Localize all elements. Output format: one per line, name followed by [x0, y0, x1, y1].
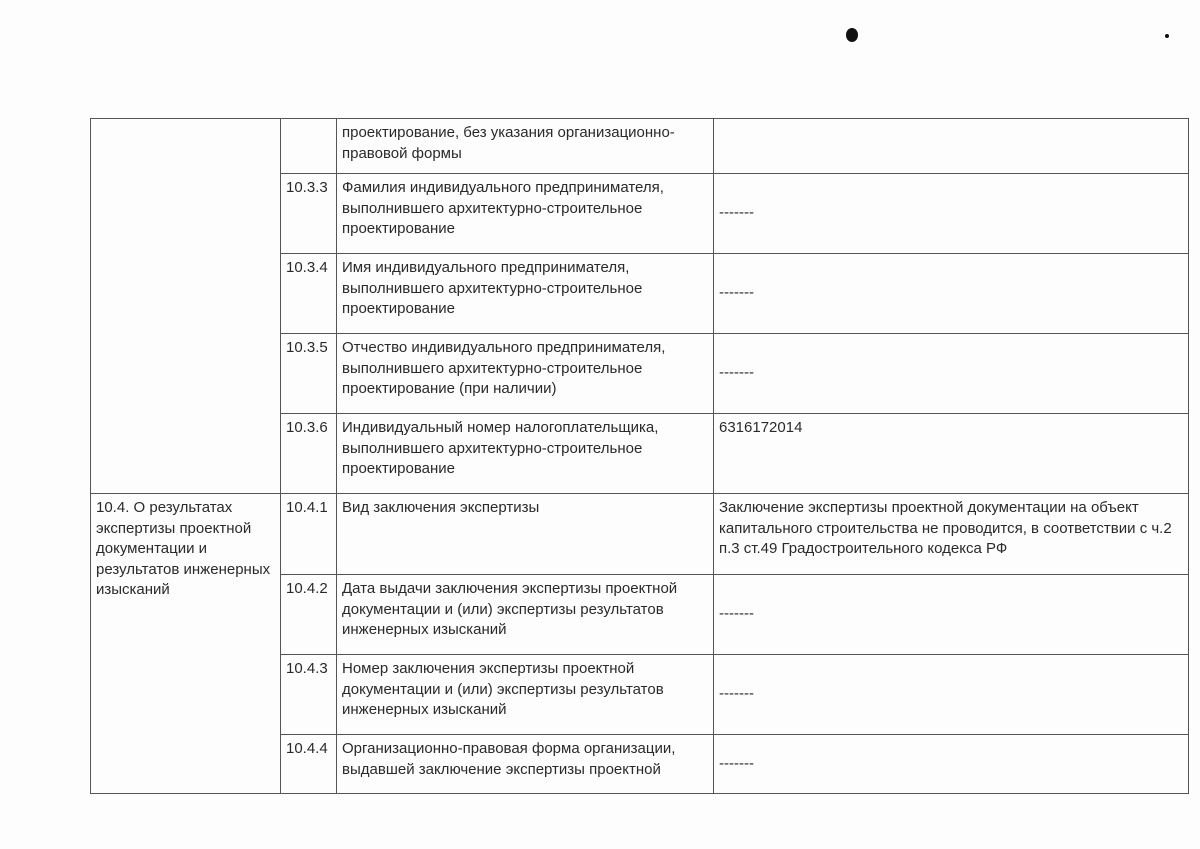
row-value: -------: [714, 174, 1189, 254]
row-number: 10.4.1: [281, 494, 337, 575]
row-value: 6316172014: [714, 414, 1189, 494]
row-label: Номер заключения экспертизы проектной документации и (или) экспертизы результатов инженерных изысканий: [337, 655, 714, 735]
row-number: 10.3.4: [281, 254, 337, 334]
row-number: 10.3.3: [281, 174, 337, 254]
row-number: 10.3.6: [281, 414, 337, 494]
document-table: [90, 118, 1189, 794]
scan-speck: [1165, 34, 1169, 38]
scan-speck: [846, 28, 858, 42]
row-number: [281, 119, 337, 174]
row-value: [714, 119, 1189, 174]
row-label: проектирование, без указания организационно-правовой формы: [337, 119, 714, 174]
row-label: Индивидуальный номер налогоплательщика, выполнившего архитектурно-строительное проектирование: [337, 414, 714, 494]
row-number: 10.4.2: [281, 575, 337, 655]
row-value: -------: [714, 655, 1189, 735]
row-label: Отчество индивидуального предпринимателя, выполнившего архитектурно-строительное проектирование (при наличии): [337, 334, 714, 414]
row-value: -------: [714, 334, 1189, 414]
row-label: Фамилия индивидуального предпринимателя, выполнившего архитектурно-строительное проектирование: [337, 174, 714, 254]
table-row: [91, 119, 1189, 174]
row-label: Дата выдачи заключения экспертизы проектной документации и (или) экспертизы результатов инженерных изысканий: [337, 575, 714, 655]
row-number: 10.4.4: [281, 735, 337, 794]
row-value: -------: [714, 735, 1189, 794]
row-value: -------: [714, 575, 1189, 655]
row-label: Вид заключения экспертизы: [337, 494, 714, 575]
table-row: [91, 494, 1189, 575]
row-value: Заключение экспертизы проектной документации на объект капитального строительства не проводится, в соответствии с ч.2 п.3 ст.49 Градостроительного кодекса РФ: [714, 494, 1189, 575]
row-number: 10.3.5: [281, 334, 337, 414]
row-label: Организационно-правовая форма организации, выдавшей заключение экспертизы проектной: [337, 735, 714, 794]
section-title: 10.4. О результатах экспертизы проектной документации и результатов инженерных изысканий: [91, 494, 281, 794]
row-label: Имя индивидуального предпринимателя, выполнившего архитектурно-строительное проектирование: [337, 254, 714, 334]
section-title: [91, 119, 281, 494]
row-value: -------: [714, 254, 1189, 334]
row-number: 10.4.3: [281, 655, 337, 735]
